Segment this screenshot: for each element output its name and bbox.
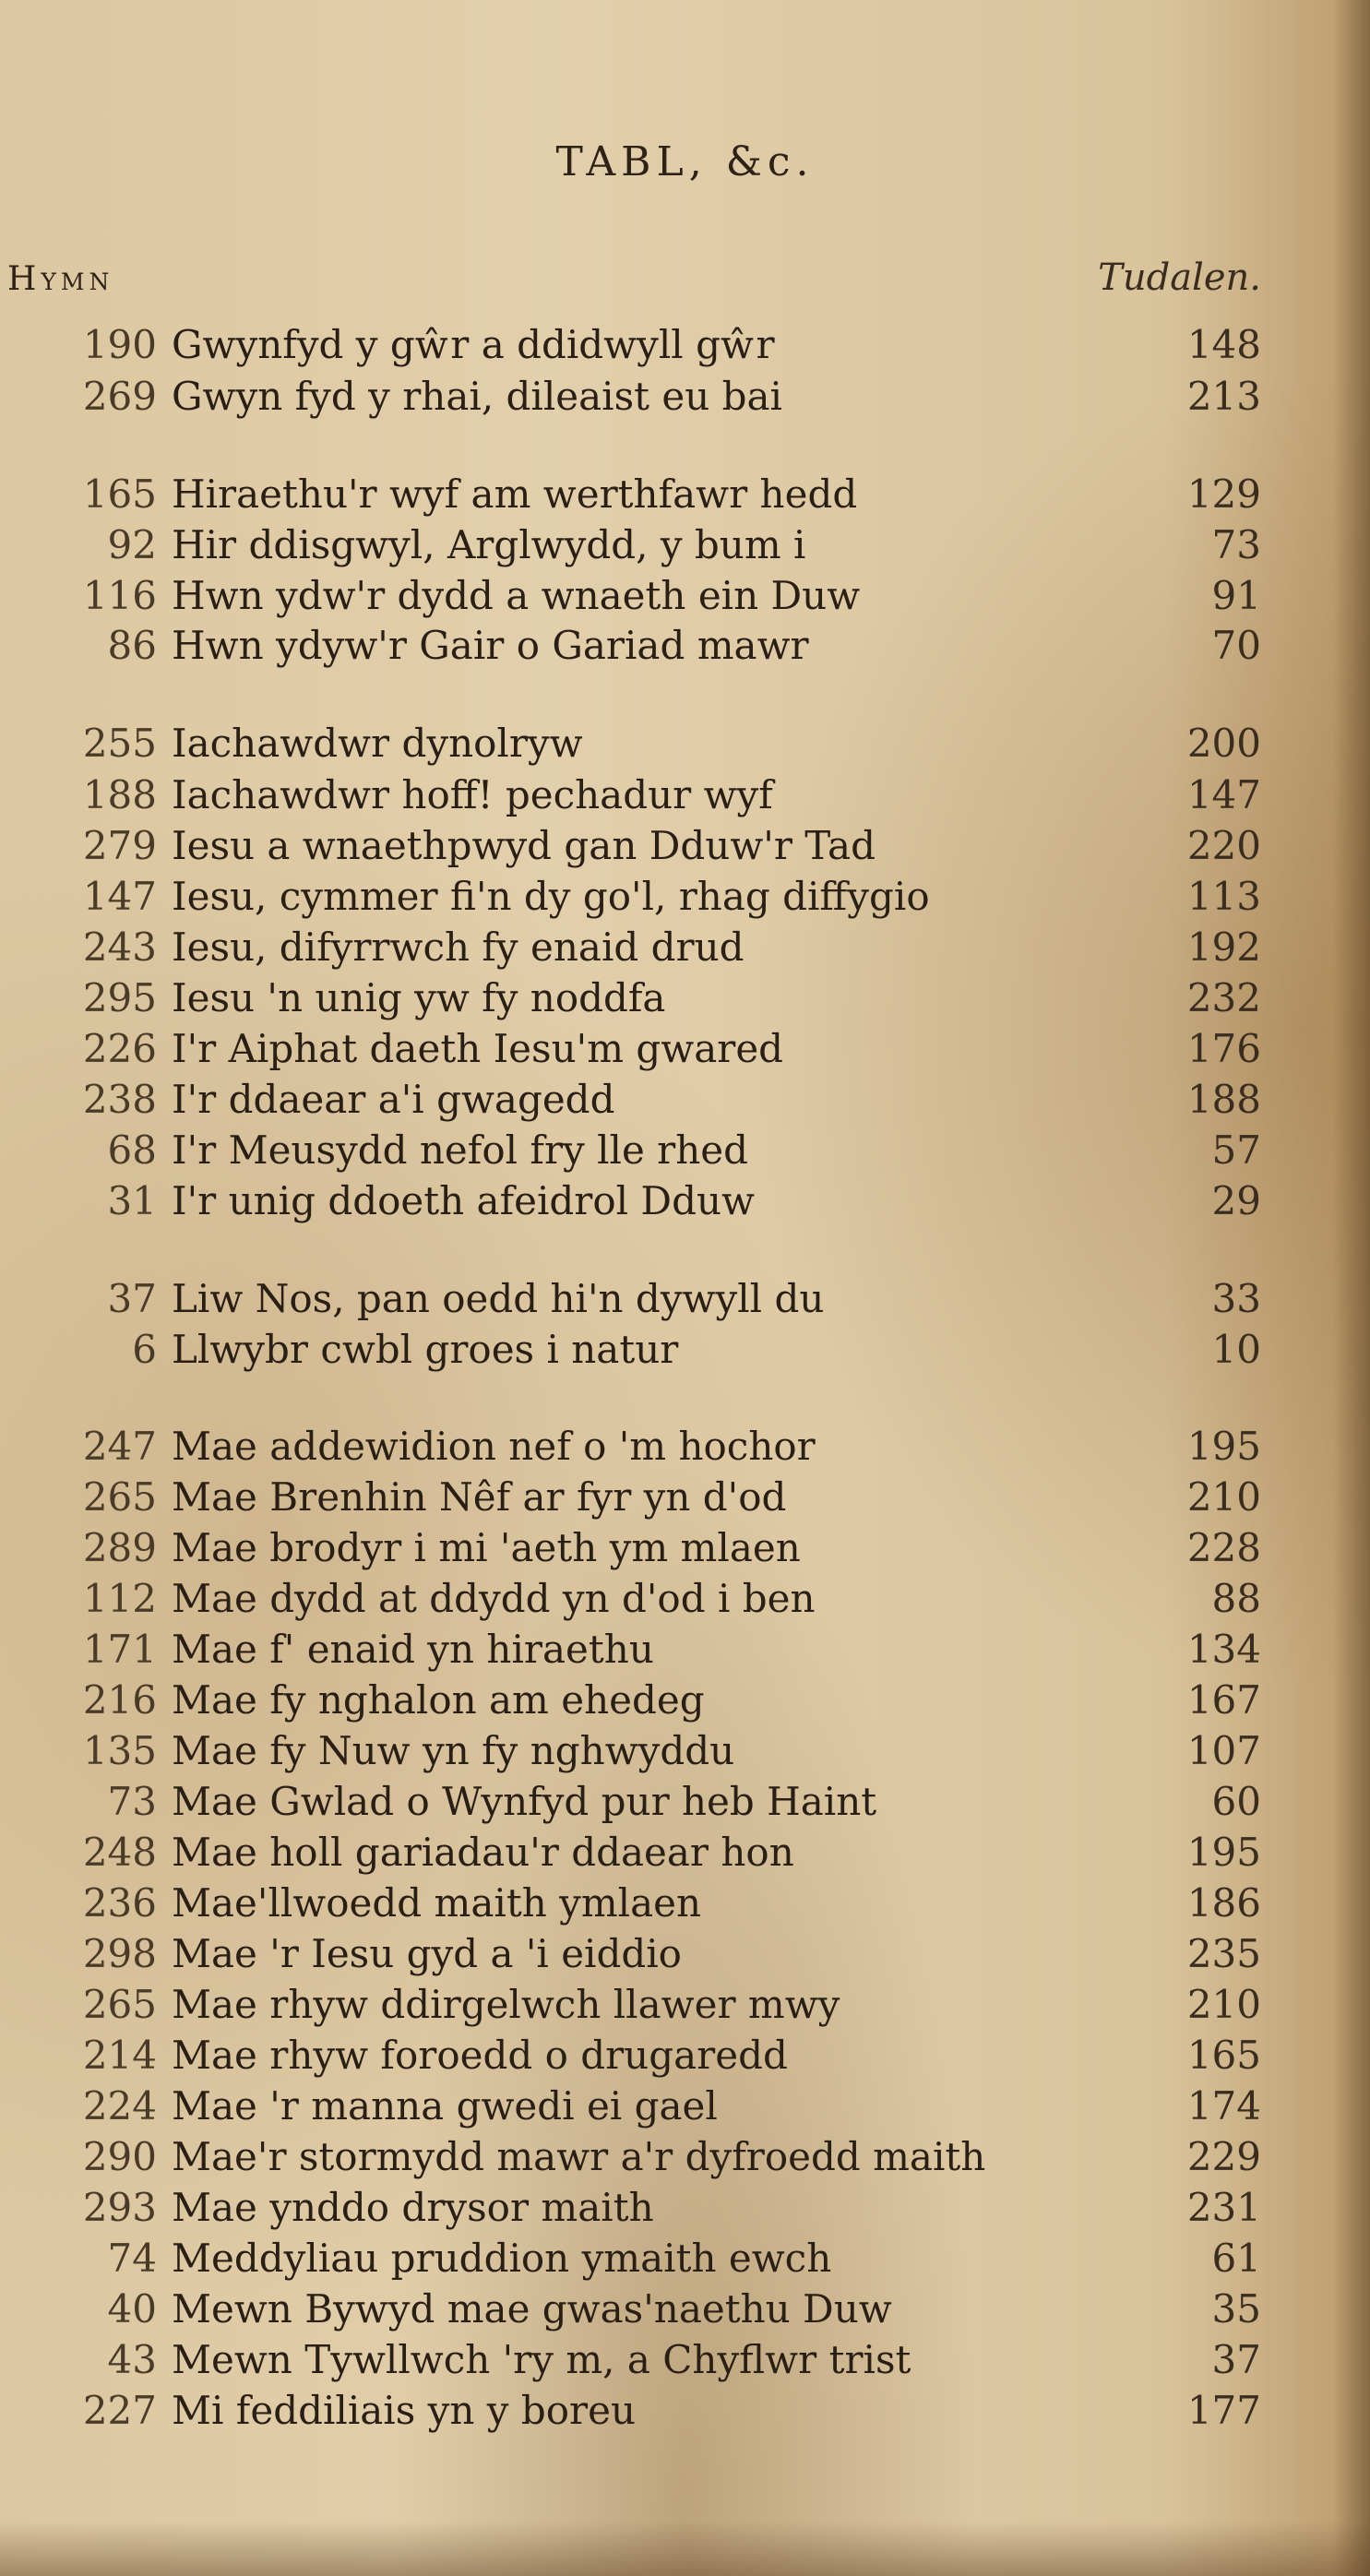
hymn-first-line: Mewn Bywyd mae gwas'naethu Duw — [172, 2286, 892, 2332]
page-column-header: Tudalen. — [1098, 256, 1261, 299]
hymn-first-line: Mi feddiliais yn y boreu — [172, 2388, 636, 2433]
hymn-first-line: Mae'llwoedd maith ymlaen — [172, 1880, 702, 1926]
hymn-first-line: I'r Aiphat daeth Iesu'm gwared — [172, 1026, 784, 1071]
hymn-number: 190 — [82, 322, 157, 367]
hymn-number: 247 — [82, 1424, 157, 1469]
index-entry — [0, 2133, 1370, 2181]
page-number: 60 — [1211, 1779, 1261, 1824]
index-entry — [0, 2387, 1370, 2435]
page-number: 192 — [1186, 924, 1261, 970]
page-number: 195 — [1186, 1424, 1261, 1469]
bottom-edge-shadow — [0, 2521, 1370, 2576]
hymn-number: 86 — [107, 623, 157, 668]
index-entry — [0, 1981, 1370, 2029]
index-entry — [0, 622, 1370, 670]
index-entry — [0, 1626, 1370, 1674]
index-entry — [0, 521, 1370, 569]
index-entry — [0, 720, 1370, 768]
index-entry — [0, 321, 1370, 369]
index-entry — [0, 1127, 1370, 1175]
page-number: 134 — [1186, 1627, 1261, 1672]
hymn-first-line: I'r ddaear a'i gwagedd — [172, 1077, 615, 1122]
index-entry — [0, 1275, 1370, 1323]
index-entry — [0, 1423, 1370, 1471]
index-entry — [0, 1778, 1370, 1826]
hymn-number: 165 — [82, 471, 157, 517]
hymn-first-line: Mae fy nghalon am ehedeg — [172, 1677, 705, 1723]
hymn-first-line: Mae'r stormydd mawr a'r dyfroedd maith — [172, 2134, 986, 2179]
hymn-number: 224 — [82, 2083, 157, 2129]
page-number: 213 — [1186, 374, 1261, 419]
hymn-number: 147 — [82, 874, 157, 919]
page-number: 200 — [1186, 721, 1261, 766]
index-entry — [0, 1025, 1370, 1073]
hymn-first-line: Mae fy Nuw yn fy nghwyddu — [172, 1728, 735, 1773]
hymn-first-line: I'r Meusydd nefol fry lle rhed — [172, 1127, 749, 1173]
hymn-first-line: Meddyliau pruddion ymaith ewch — [172, 2236, 832, 2281]
index-entry — [0, 2184, 1370, 2232]
page-number: 148 — [1186, 322, 1261, 367]
page-number: 10 — [1211, 1327, 1261, 1372]
page-number: 61 — [1211, 2236, 1261, 2281]
hymn-first-line: Llwybr cwbl groes i natur — [172, 1327, 679, 1372]
hymn-number: 116 — [82, 573, 157, 618]
hymn-number: 289 — [82, 1525, 157, 1570]
hymn-number: 265 — [82, 1474, 157, 1520]
page-number: 73 — [1211, 522, 1261, 567]
hymn-number: 31 — [107, 1178, 157, 1223]
hymn-number: 6 — [132, 1327, 157, 1372]
hymn-first-line: Iachawdwr hoff! pechadur wyf — [172, 772, 773, 817]
page-number: 177 — [1186, 2388, 1261, 2433]
index-entry — [0, 2285, 1370, 2333]
index-entry — [0, 572, 1370, 620]
index-entry — [0, 1676, 1370, 1724]
hymn-first-line: Gwyn fyd y rhai, dileaist eu bai — [172, 374, 782, 419]
hymn-number: 92 — [107, 522, 157, 567]
hymn-number: 227 — [82, 2388, 157, 2433]
hymn-first-line: Gwynfyd y gŵr a ddidwyll gŵr — [172, 322, 775, 367]
page-number: 174 — [1186, 2083, 1261, 2129]
hymn-number: 214 — [82, 2033, 157, 2078]
index-entry — [0, 1829, 1370, 1877]
hymn-first-line: Hir ddisgwyl, Arglwydd, y bum i — [172, 522, 806, 567]
page-title: TABL, &c. — [555, 138, 815, 185]
index-entry — [0, 1727, 1370, 1775]
hymn-number: 238 — [82, 1077, 157, 1122]
index-entry — [0, 1575, 1370, 1623]
hymn-first-line: Iesu a wnaethpwyd gan Dduw'r Tad — [172, 823, 876, 868]
hymn-number: 226 — [82, 1026, 157, 1071]
hymn-number: 68 — [107, 1127, 157, 1173]
hymn-number: 135 — [82, 1728, 157, 1773]
hymn-first-line: Mae Brenhin Nêf ar fyr yn d'od — [172, 1474, 787, 1520]
hymn-first-line: Hiraethu'r wyf am werthfawr hedd — [172, 471, 858, 517]
page-number: 37 — [1211, 2337, 1261, 2382]
hymn-first-line: Iesu, difyrrwch fy enaid drud — [172, 924, 745, 970]
index-entry — [0, 1177, 1370, 1225]
hymn-first-line: Hwn ydw'r dydd a wnaeth ein Duw — [172, 573, 861, 618]
page-number: 35 — [1211, 2286, 1261, 2332]
page-number: 129 — [1186, 471, 1261, 517]
index-entry — [0, 1076, 1370, 1124]
hymn-number: 269 — [82, 374, 157, 419]
hymn-first-line: Mae f' enaid yn hiraethu — [172, 1627, 654, 1672]
page-number: 231 — [1186, 2185, 1261, 2230]
page-number: 229 — [1186, 2134, 1261, 2179]
index-entry — [0, 771, 1370, 819]
hymn-first-line: Mae dydd at ddydd yn d'od i ben — [172, 1576, 816, 1621]
page-number: 210 — [1186, 1474, 1261, 1520]
hymn-number: 43 — [107, 2337, 157, 2382]
hymn-number: 171 — [82, 1627, 157, 1672]
hymn-number: 40 — [107, 2286, 157, 2332]
hymn-number: 290 — [82, 2134, 157, 2179]
hymn-first-line: Mae brodyr i mi 'aeth ym mlaen — [172, 1525, 801, 1570]
page-number: 167 — [1186, 1677, 1261, 1723]
page-number: 195 — [1186, 1830, 1261, 1875]
page-number: 228 — [1186, 1525, 1261, 1570]
hymn-number: 188 — [82, 772, 157, 817]
index-entry — [0, 2082, 1370, 2130]
page-number: 147 — [1186, 772, 1261, 817]
index-entry — [0, 1524, 1370, 1572]
index-entry — [0, 2235, 1370, 2283]
page-number: 232 — [1186, 975, 1261, 1020]
hymn-first-line: Liw Nos, pan oedd hi'n dywyll du — [172, 1276, 825, 1321]
index-entry — [0, 873, 1370, 921]
hymn-first-line: Mae ynddo drysor maith — [172, 2185, 654, 2230]
hymn-first-line: Mae 'r manna gwedi ei gael — [172, 2083, 718, 2129]
page-number: 57 — [1211, 1127, 1261, 1173]
index-entry — [0, 1473, 1370, 1521]
hymn-first-line: Mae 'r Iesu gyd a 'i eiddio — [172, 1931, 682, 1976]
hymn-number: 255 — [82, 721, 157, 766]
page-number: 188 — [1186, 1077, 1261, 1122]
hymn-first-line: Mae rhyw ddirgelwch llawer mwy — [172, 1982, 840, 2027]
hymn-number: 112 — [82, 1576, 157, 1621]
hymn-first-line: Mae holl gariadau'r ddaear hon — [172, 1830, 794, 1875]
hymn-number: 37 — [107, 1276, 157, 1321]
page-number: 91 — [1211, 573, 1261, 618]
index-entry — [0, 373, 1370, 421]
page-number: 29 — [1211, 1178, 1261, 1223]
page-number: 210 — [1186, 1982, 1261, 2027]
page-number: 88 — [1211, 1576, 1261, 1621]
index-entry — [0, 2032, 1370, 2080]
hymn-first-line: Hwn ydyw'r Gair o Gariad mawr — [172, 623, 809, 668]
page-number: 176 — [1186, 1026, 1261, 1071]
hymn-first-line: Mewn Tywllwch 'ry m, a Chyflwr trist — [172, 2337, 911, 2382]
hymn-number: 295 — [82, 975, 157, 1020]
hymn-number: 236 — [82, 1880, 157, 1926]
hymn-first-line: Mae rhyw foroedd o drugaredd — [172, 2033, 788, 2078]
hymn-number: 73 — [107, 1779, 157, 1824]
page-number: 107 — [1186, 1728, 1261, 1773]
index-entry — [0, 974, 1370, 1022]
index-entry — [0, 2336, 1370, 2384]
hymn-first-line: I'r unig ddoeth afeidrol Dduw — [172, 1178, 755, 1223]
hymn-number: 265 — [82, 1982, 157, 2027]
page-number: 220 — [1186, 823, 1261, 868]
page-number: 186 — [1186, 1880, 1261, 1926]
hymn-number: 243 — [82, 924, 157, 970]
hymn-first-line: Mae addewidion nef o 'm hochor — [172, 1424, 816, 1469]
hymn-number: 248 — [82, 1830, 157, 1875]
hymn-number: 216 — [82, 1677, 157, 1723]
hymn-number: 279 — [82, 823, 157, 868]
index-entry — [0, 1879, 1370, 1927]
hymn-number: 293 — [82, 2185, 157, 2230]
hymn-first-line: Mae Gwlad o Wynfyd pur heb Haint — [172, 1779, 877, 1824]
index-entry — [0, 822, 1370, 870]
page-number: 33 — [1211, 1276, 1261, 1321]
hymn-first-line: Iesu, cymmer fi'n dy go'l, rhag diffygio — [172, 874, 930, 919]
index-entry — [0, 1326, 1370, 1374]
hymn-column-header: Hymn — [7, 260, 114, 298]
page-number: 235 — [1186, 1931, 1261, 1976]
hymn-number: 298 — [82, 1931, 157, 1976]
index-entry — [0, 924, 1370, 972]
hymn-number: 74 — [107, 2236, 157, 2281]
hymn-first-line: Iachawdwr dynolryw — [172, 721, 583, 766]
page-number: 113 — [1186, 874, 1261, 919]
page-number: 70 — [1211, 623, 1261, 668]
index-entry — [0, 471, 1370, 519]
hymn-first-line: Iesu 'n unig yw fy noddfa — [172, 975, 666, 1020]
index-entry — [0, 1930, 1370, 1978]
page-number: 165 — [1186, 2033, 1261, 2078]
